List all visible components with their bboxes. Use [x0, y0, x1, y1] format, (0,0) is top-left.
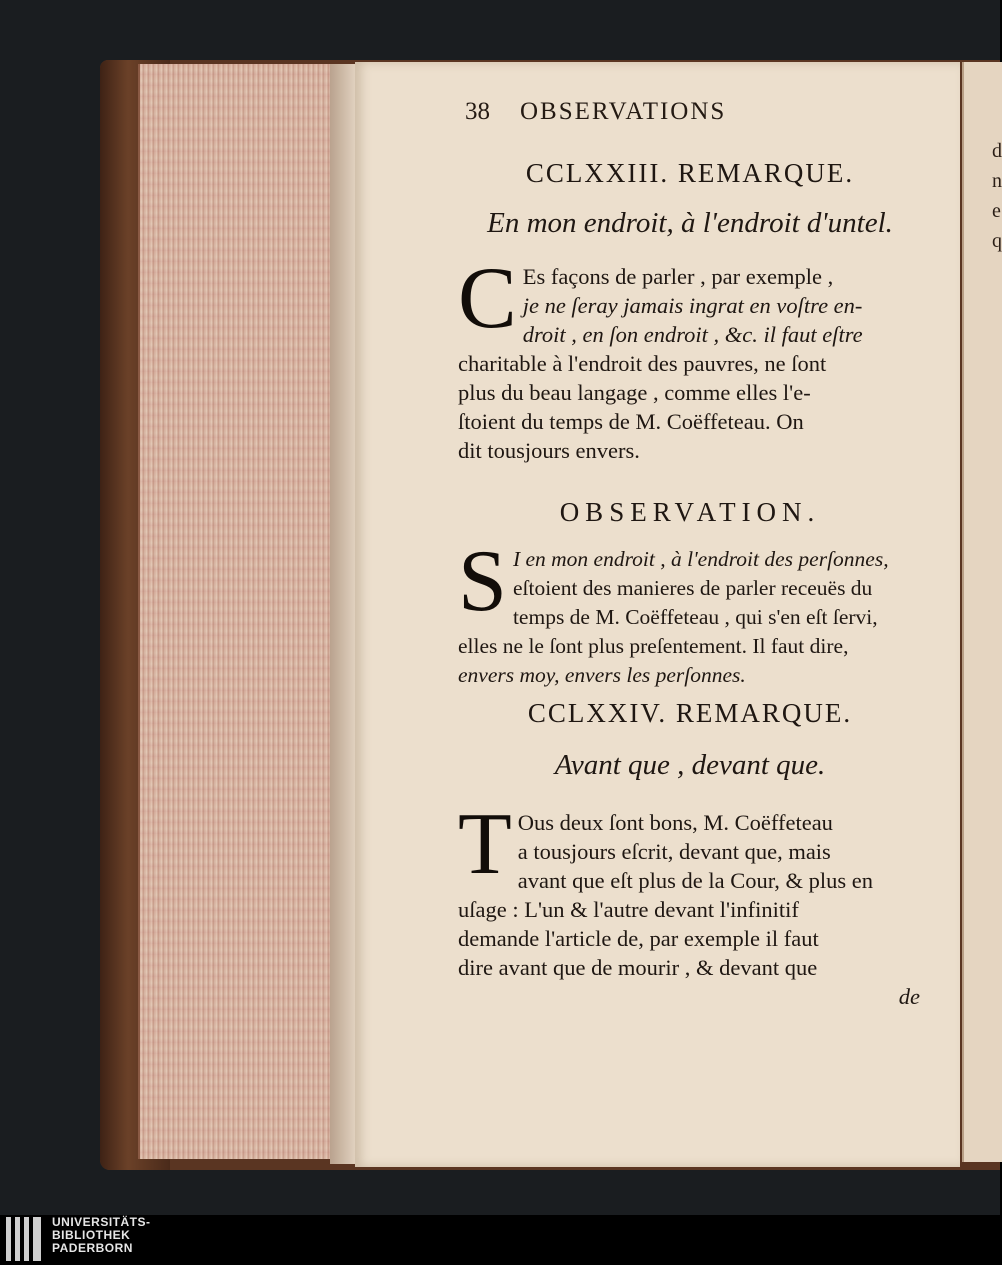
text-line: charitable à l'endroit des pauvres, ne ſont [458, 351, 827, 376]
facing-page-fragment: n [992, 170, 1002, 192]
text-line: dire avant que de mourir , & devant que [458, 955, 818, 980]
section-heading: OBSERVATION. [559, 497, 821, 527]
drop-cap: C [458, 250, 517, 347]
text-line: ſtoient du temps de M. Coëffeteau. On [458, 409, 804, 434]
running-head-title: OBSERVATIONS [520, 98, 727, 125]
text-line: demande l'article de, par exemple il faut [458, 926, 819, 951]
facing-page-fragment: e [992, 200, 1001, 222]
text-line: Es façons de parler , par exemple , [522, 264, 834, 289]
library-logo-line: PADERBORN [52, 1241, 133, 1255]
library-logo [52, 1216, 151, 1255]
text-line: avant que eſt plus de la Cour, & plus en [517, 868, 874, 893]
text-line: plus du beau langage , comme elles l'e- [458, 380, 811, 405]
section-heading: CCLXXIV. REMARQUE. [527, 698, 853, 728]
text-line: I en mon endroit , à l'endroit des perſonnes, [512, 547, 889, 571]
text-line: dit tousjours envers. [458, 438, 640, 463]
drop-cap: S [458, 533, 507, 630]
paragraph [458, 796, 920, 1011]
text-line: Ous deux ſont bons, M. Coëffeteau [517, 810, 833, 835]
text-line: elles ne le ſont plus preſentement. Il faut dire, [458, 634, 849, 658]
text-line: temps de M. Coëffeteau , qui s'en eſt ſervi, [512, 605, 878, 629]
facing-page-fragment: q [992, 230, 1002, 252]
catchword: de [898, 984, 920, 1009]
running-header [465, 98, 726, 126]
text-line: envers moy, envers les perſonnes. [458, 663, 746, 687]
text-line: uſage : L'un & l'autre devant l'infinitif [458, 897, 799, 922]
page-number: 38 [465, 98, 490, 125]
text-line: droit , en ſon endroit , &c. il faut eſtre [522, 322, 863, 347]
library-logo-line: BIBLIOTHEK [52, 1228, 131, 1242]
page-block-edge [138, 64, 340, 1159]
paragraph [458, 250, 920, 465]
text-line: a tousjours eſcrit, devant que, mais [517, 839, 831, 864]
text-line: je ne ſeray jamais ingrat en voſtre en- [522, 293, 863, 318]
facing-page [962, 62, 1002, 1162]
drop-cap: T [458, 796, 512, 893]
section-subheading: En mon endroit, à l'endroit d'untel. [487, 207, 893, 239]
section-heading: CCLXXIII. REMARQUE. [525, 158, 855, 188]
library-logo-line: UNIVERSITÄTS- [52, 1215, 151, 1229]
library-logo-icon [6, 1217, 46, 1261]
paragraph [458, 533, 920, 690]
text-line: eſtoient des manieres de parler receuës du [512, 576, 873, 600]
section-subheading: Avant que , devant que. [554, 749, 826, 781]
facing-page-fragment: d [992, 140, 1002, 162]
